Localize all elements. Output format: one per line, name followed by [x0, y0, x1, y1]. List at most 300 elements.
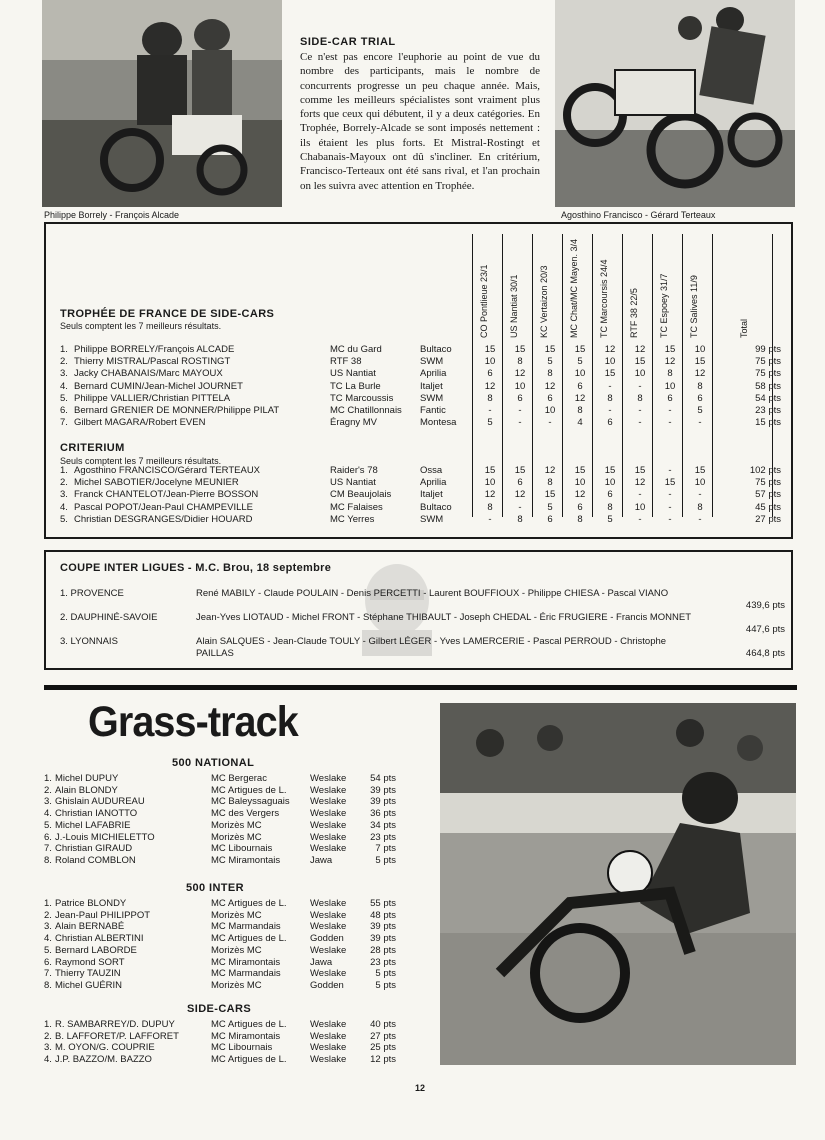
- row-score: 12: [634, 344, 646, 355]
- criterium-subtitle: Seuls comptent les 7 meilleurs résultats.: [60, 456, 222, 466]
- row-points: 39 pts: [370, 921, 396, 933]
- column-header-label: TC Marcoursis 24/4: [599, 259, 609, 338]
- result-row: [60, 417, 785, 429]
- row-score: 5: [577, 356, 583, 368]
- coupe-points: 439,6 pts: [745, 600, 785, 611]
- row-club: Morizès MC: [211, 819, 262, 831]
- photo-sidecar-trial-borrely: [42, 0, 282, 207]
- grasstrack-row: [44, 910, 404, 922]
- coupe-title: COUPE INTER LIGUES - M.C. Brou, 18 septembre: [60, 562, 332, 574]
- row-score: 12: [514, 489, 526, 501]
- grasstrack-row: [44, 808, 404, 820]
- row-score: 8: [487, 392, 493, 404]
- row-position: 8.: [44, 854, 52, 866]
- row-score: 15: [514, 465, 526, 476]
- row-bike: Montesa: [420, 417, 457, 429]
- row-score: 12: [664, 356, 676, 368]
- coupe-riders: René MABILY - Claude POULAIN - Denis PERCETTI - Laurent BOUFFIOUX - Philippe CHIESA - Pascal VIANO: [196, 588, 669, 599]
- row-position: 3.: [44, 1042, 52, 1054]
- row-score: 5: [547, 356, 553, 368]
- trophee-title: TROPHÉE DE FRANCE DE SIDE-CARS: [60, 308, 275, 320]
- row-name: J.-Louis MICHIELETTO: [55, 831, 155, 843]
- row-score: 6: [487, 368, 493, 380]
- row-score: 10: [574, 368, 586, 380]
- row-total: 57 pts: [755, 489, 781, 501]
- row-points: 5 pts: [375, 979, 396, 991]
- row-points: 12 pts: [370, 1054, 396, 1066]
- grasstrack-row: [44, 785, 404, 797]
- row-position: 2.: [44, 784, 52, 796]
- row-bike: Weslake: [310, 819, 347, 831]
- row-score: 12: [484, 380, 496, 392]
- grasstrack-row: [44, 968, 404, 980]
- row-score: 8: [577, 513, 583, 525]
- grasstrack-row: [44, 1042, 404, 1054]
- row-bike: Fantic: [420, 405, 446, 416]
- row-score: 12: [694, 368, 706, 380]
- row-score: 12: [574, 489, 586, 501]
- row-score: 8: [637, 392, 643, 404]
- row-club: MC Artigues de L.: [211, 784, 287, 796]
- result-row: [60, 465, 785, 477]
- row-bike: Weslake: [310, 784, 347, 796]
- row-bike: Jawa: [310, 956, 333, 968]
- row-points: 40 pts: [370, 1019, 396, 1030]
- row-score: 10: [604, 356, 616, 368]
- row-bike: SWM: [420, 392, 444, 404]
- row-crew: Gilbert MAGARA/Robert EVEN: [74, 417, 206, 429]
- row-club: MC Artigues de L.: [211, 898, 287, 909]
- row-bike: Aprilia: [420, 368, 447, 380]
- row-bike: Bultaco: [420, 344, 452, 355]
- row-score: 8: [547, 477, 553, 489]
- row-name: Thierry TAUZIN: [55, 968, 121, 980]
- row-points: 36 pts: [370, 808, 396, 820]
- row-name: J.P. BAZZO/M. BAZZO: [55, 1054, 152, 1066]
- row-bike: Weslake: [310, 843, 347, 855]
- row-score: -: [518, 417, 522, 429]
- row-club: MC Marmandais: [211, 968, 281, 980]
- row-total: 23 pts: [755, 405, 781, 416]
- row-position: 6.: [60, 405, 68, 416]
- row-score: 10: [664, 380, 676, 392]
- row-name: M. OYON/G. COUPRIE: [55, 1042, 155, 1054]
- grasstrack-row: [44, 855, 404, 867]
- row-bike: Ossa: [420, 465, 443, 476]
- row-position: 7.: [44, 968, 52, 980]
- row-club: MC des Vergers: [211, 808, 280, 820]
- row-score: 8: [547, 368, 553, 380]
- row-position: 3.: [44, 921, 52, 933]
- row-crew: Jacky CHABANAIS/Marc MAYOUX: [74, 368, 223, 380]
- row-crew: Philippe BORRELY/François ALCADE: [74, 344, 235, 355]
- row-bike: Jawa: [310, 854, 333, 866]
- photo-illustration: [555, 0, 795, 207]
- row-name: Bernard LABORDE: [55, 944, 137, 956]
- row-score: 6: [667, 392, 673, 404]
- row-bike: Godden: [310, 979, 344, 991]
- row-total: 45 pts: [755, 501, 781, 513]
- row-score: -: [668, 465, 672, 476]
- row-score: -: [638, 380, 642, 392]
- row-score: -: [638, 417, 642, 429]
- coupe-points: 464,8 pts: [745, 648, 785, 659]
- row-score: 8: [487, 501, 493, 513]
- row-club: MC du Gard: [330, 344, 382, 355]
- grasstrack-row: [44, 945, 404, 957]
- row-score: 15: [634, 465, 646, 476]
- row-score: -: [518, 405, 522, 416]
- grasstrack-row: [44, 773, 404, 785]
- row-score: 10: [694, 344, 706, 355]
- row-score: 8: [667, 368, 673, 380]
- row-score: 8: [697, 501, 703, 513]
- row-score: 10: [634, 501, 646, 513]
- row-club: Morizès MC: [211, 979, 262, 991]
- row-score: -: [488, 405, 492, 416]
- grasstrack-row: [44, 820, 404, 832]
- row-points: 55 pts: [370, 898, 396, 909]
- row-position: 1.: [60, 344, 68, 355]
- result-row: [60, 356, 785, 368]
- column-header-label: MC Chat/MC Mayen. 3/4: [569, 238, 579, 338]
- coupe-points: 447,6 pts: [745, 624, 785, 635]
- column-header-label: TC Espoey 31/7: [659, 273, 669, 338]
- column-header: [566, 230, 586, 338]
- photo-illustration: [42, 0, 282, 207]
- row-name: Michel DUPUY: [55, 773, 119, 784]
- row-score: 6: [697, 392, 703, 404]
- row-bike: Weslake: [310, 921, 347, 933]
- result-row: [60, 477, 785, 489]
- photo-illustration: [440, 703, 796, 1065]
- row-score: -: [638, 489, 642, 501]
- row-score: 6: [607, 417, 613, 429]
- row-position: 4.: [60, 501, 68, 513]
- row-total: 75 pts: [755, 356, 781, 368]
- row-score: 6: [547, 513, 553, 525]
- row-bike: Bultaco: [420, 501, 452, 513]
- row-points: 25 pts: [370, 1042, 396, 1054]
- row-score: -: [638, 513, 642, 525]
- coupe-inter-ligues-box: [44, 550, 793, 670]
- row-name: R. SAMBARREY/D. DUPUY: [55, 1019, 175, 1030]
- row-bike: Weslake: [310, 796, 347, 808]
- row-club: MC Artigues de L.: [211, 1019, 287, 1030]
- row-score: 5: [607, 513, 613, 525]
- row-score: -: [638, 405, 642, 416]
- row-position: 3.: [60, 489, 68, 501]
- row-score: -: [488, 513, 492, 525]
- column-header-label: TC Salives 11/9: [689, 275, 699, 338]
- left-photo-caption: Philippe Borrely - François Alcade: [44, 210, 180, 220]
- row-score: 8: [517, 513, 523, 525]
- row-crew: Philippe VALLIER/Christian PITTELA: [74, 392, 231, 404]
- row-points: 5 pts: [375, 968, 396, 980]
- row-position: 2.: [44, 1030, 52, 1042]
- result-row: [60, 393, 785, 405]
- row-score: -: [698, 417, 702, 429]
- grasstrack-row: [44, 921, 404, 933]
- row-club: US Nantiat: [330, 477, 376, 489]
- row-club: MC Yerres: [330, 513, 375, 525]
- row-position: 7.: [44, 843, 52, 855]
- row-score: 12: [514, 368, 526, 380]
- row-score: -: [608, 380, 612, 392]
- row-club: MC Libournais: [211, 843, 273, 855]
- row-name: Jean-Paul PHILIPPOT: [55, 909, 151, 921]
- row-score: 12: [634, 477, 646, 489]
- column-header: [686, 230, 706, 338]
- row-club: CM Beaujolais: [330, 489, 392, 501]
- row-position: 8.: [44, 979, 52, 991]
- coupe-team: 3. LYONNAIS: [60, 636, 118, 647]
- row-total: 54 pts: [755, 392, 781, 404]
- row-bike: Godden: [310, 933, 344, 945]
- row-score: 8: [607, 392, 613, 404]
- page-number: 12: [415, 1083, 426, 1093]
- row-score: -: [698, 513, 702, 525]
- row-position: 1.: [44, 1019, 52, 1030]
- row-points: 39 pts: [370, 933, 396, 945]
- row-bike: Weslake: [310, 1042, 347, 1054]
- row-score: 8: [517, 356, 523, 368]
- row-name: B. LAFFORET/P. LAFFORET: [55, 1030, 179, 1042]
- row-score: 5: [547, 501, 553, 513]
- row-name: Roland COMBLON: [55, 854, 136, 866]
- grasstrack-row: [44, 980, 404, 992]
- row-club: Morizès MC: [211, 909, 262, 921]
- row-score: 15: [514, 344, 526, 355]
- row-points: 34 pts: [370, 819, 396, 831]
- row-points: 27 pts: [370, 1030, 396, 1042]
- row-crew: Franck CHANTELOT/Jean-Pierre BOSSON: [74, 489, 259, 501]
- row-name: Michel GUÉRIN: [55, 979, 123, 991]
- row-position: 2.: [44, 909, 52, 921]
- row-club: RTF 38: [330, 356, 362, 368]
- row-score: 15: [544, 489, 556, 501]
- grasstrack-section-heading: SIDE-CARS: [187, 1003, 252, 1015]
- row-score: 15: [544, 344, 556, 355]
- row-position: 3.: [60, 368, 68, 380]
- column-header: [596, 230, 616, 338]
- row-score: 10: [484, 356, 496, 368]
- row-score: 15: [484, 344, 496, 355]
- row-score: 6: [577, 380, 583, 392]
- row-position: 1.: [60, 465, 68, 476]
- column-header: [476, 230, 496, 338]
- row-position: 6.: [44, 956, 52, 968]
- row-bike: SWM: [420, 513, 444, 525]
- row-points: 23 pts: [370, 956, 396, 968]
- row-points: 7 pts: [375, 843, 396, 855]
- grasstrack-row: [44, 1031, 404, 1043]
- grasstrack-row: [44, 898, 404, 910]
- row-club: TC La Burle: [330, 380, 381, 392]
- row-club: Morizès MC: [211, 831, 262, 843]
- row-name: Alain BLONDY: [55, 784, 118, 796]
- row-score: -: [668, 513, 672, 525]
- row-name: Christian ALBERTINI: [55, 933, 144, 945]
- trophee-subtitle: Seuls comptent les 7 meilleurs résultats.: [60, 321, 222, 331]
- row-club: TC Marcoussis: [330, 392, 394, 404]
- row-position: 5.: [44, 819, 52, 831]
- result-row: [60, 489, 785, 501]
- row-bike: SWM: [420, 356, 444, 368]
- row-position: 6.: [44, 831, 52, 843]
- row-crew: Thierry MISTRAL/Pascal ROSTINGT: [74, 356, 231, 368]
- row-position: 7.: [60, 417, 68, 429]
- row-score: -: [668, 405, 672, 416]
- row-name: Christian IANOTTO: [55, 808, 138, 820]
- row-crew: Christian DESGRANGES/Didier HOUARD: [74, 513, 253, 525]
- column-header-label: KC Vertaizon 20/3: [539, 265, 549, 338]
- row-score: 6: [607, 489, 613, 501]
- coupe-riders: Alain SALQUES - Jean-Claude TOULY - Gilbert LÉGER - Yves LAMERCERIE - Pascal PERROUD - Christophe PAILLAS: [196, 636, 667, 659]
- result-row: [60, 514, 785, 526]
- row-club: MC Chatillonnais: [330, 405, 402, 416]
- row-club: Morizès MC: [211, 944, 262, 956]
- grasstrack-section-heading: 500 INTER: [186, 882, 245, 894]
- criterium-title: CRITERIUM: [60, 442, 125, 454]
- row-crew: Bernard CUMIN/Jean-Michel JOURNET: [74, 380, 243, 392]
- coupe-team: 2. DAUPHINÉ-SAVOIE: [60, 612, 158, 623]
- row-club: MC Miramontais: [211, 956, 281, 968]
- row-score: 15: [604, 465, 616, 476]
- row-total: 58 pts: [755, 380, 781, 392]
- row-score: 12: [544, 465, 556, 476]
- row-score: -: [608, 405, 612, 416]
- row-club: MC Libournais: [211, 1042, 273, 1054]
- row-score: 8: [697, 380, 703, 392]
- row-club: US Nantiat: [330, 368, 376, 380]
- grasstrack-row: [44, 796, 404, 808]
- row-position: 5.: [60, 513, 68, 525]
- row-name: Raymond SORT: [55, 956, 125, 968]
- row-club: MC Miramontais: [211, 1030, 281, 1042]
- row-score: 6: [517, 392, 523, 404]
- column-header-label: Total: [739, 318, 749, 338]
- row-position: 4.: [44, 808, 52, 820]
- row-score: 10: [634, 368, 646, 380]
- row-crew: Bernard GRENIER DE MONNER/Philippe PILAT: [74, 405, 280, 416]
- coupe-team: 1. PROVENCE: [60, 588, 124, 599]
- row-score: 15: [574, 344, 586, 355]
- row-position: 4.: [60, 380, 68, 392]
- row-club: Éragny MV: [330, 417, 377, 429]
- result-row: [60, 381, 785, 393]
- column-header-label: US Nantiat 30/1: [509, 274, 519, 338]
- row-score: -: [548, 417, 552, 429]
- row-position: 5.: [44, 944, 52, 956]
- article-heading: SIDE-CAR TRIAL: [300, 36, 396, 48]
- grasstrack-section-heading: 500 NATIONAL: [172, 757, 255, 769]
- grasstrack-row: [44, 957, 404, 969]
- row-points: 23 pts: [370, 831, 396, 843]
- row-club: MC Miramontais: [211, 854, 281, 866]
- row-position: 4.: [44, 933, 52, 945]
- row-club: MC Falaises: [330, 501, 383, 513]
- row-score: 6: [577, 501, 583, 513]
- row-crew: Agosthino FRANCISCO/Gérard TERTEAUX: [74, 465, 261, 476]
- row-position: 3.: [44, 796, 52, 808]
- row-points: 48 pts: [370, 909, 396, 921]
- row-score: 15: [604, 368, 616, 380]
- row-total: 75 pts: [755, 368, 781, 380]
- result-row: [60, 344, 785, 356]
- row-score: -: [668, 489, 672, 501]
- column-header-label: RTF 38 22/5: [629, 288, 639, 338]
- row-score: 10: [604, 477, 616, 489]
- row-score: 10: [484, 477, 496, 489]
- row-score: 12: [574, 392, 586, 404]
- row-score: -: [668, 417, 672, 429]
- row-points: 5 pts: [375, 854, 396, 866]
- row-position: 2.: [60, 356, 68, 368]
- row-score: -: [518, 501, 522, 513]
- row-position: 1.: [44, 773, 52, 784]
- row-total: 15 pts: [755, 417, 781, 429]
- row-total: 102 pts: [749, 465, 781, 476]
- row-name: Alain BERNABÉ: [55, 921, 125, 933]
- row-score: 10: [574, 477, 586, 489]
- row-score: 6: [547, 392, 553, 404]
- row-bike: Weslake: [310, 898, 347, 909]
- grasstrack-row: [44, 933, 404, 945]
- column-header: [736, 230, 756, 338]
- row-position: 4.: [44, 1054, 52, 1066]
- row-bike: Weslake: [310, 968, 347, 980]
- row-bike: Aprilia: [420, 477, 447, 489]
- column-header: [656, 230, 676, 338]
- row-name: Christian GIRAUD: [55, 843, 133, 855]
- row-score: 12: [604, 344, 616, 355]
- column-header-label: CO Pontlieue 23/1: [479, 264, 489, 338]
- row-points: 39 pts: [370, 796, 396, 808]
- grasstrack-title: Grass-track: [88, 698, 298, 746]
- grasstrack-row: [44, 843, 404, 855]
- article-body: Ce n'est pas encore l'euphorie au point de vue du nombre des participants, mais le nombre de concurrents progresse un peu chaque année. Mais, comme les meilleurs spécialistes sont vraiment plus forts que ceux qui débutent, il y a deux catégories. En Trophée, Borrely-Alcade se sont imposés nettement : ils étaient les plus forts. Et Mistral-Rostingt et Chabanais-Mayoux ont dû s'incliner. En critérium, Francisco-Terteaux ont été sans rival, et l'an prochain on les suivra avec attention en Trophée.: [300, 51, 540, 192]
- row-name: Patrice BLONDY: [55, 898, 127, 909]
- row-club: MC Marmandais: [211, 921, 281, 933]
- row-score: 8: [607, 501, 613, 513]
- column-header: [536, 230, 556, 338]
- row-score: 15: [574, 465, 586, 476]
- row-bike: Weslake: [310, 1030, 347, 1042]
- row-bike: Weslake: [310, 1054, 347, 1066]
- row-score: 15: [634, 356, 646, 368]
- sidecar-trial-article: [300, 36, 540, 193]
- row-name: Michel LAFABRIE: [55, 819, 131, 831]
- row-name: Ghislain AUDUREAU: [55, 796, 145, 808]
- grasstrack-row: [44, 1054, 404, 1066]
- row-score: -: [668, 501, 672, 513]
- section-divider: [44, 685, 797, 690]
- row-score: 5: [697, 405, 703, 416]
- row-bike: Weslake: [310, 773, 347, 784]
- row-score: 12: [544, 380, 556, 392]
- result-row: [60, 368, 785, 380]
- row-bike: Weslake: [310, 1019, 347, 1030]
- row-score: -: [698, 489, 702, 501]
- row-points: 39 pts: [370, 784, 396, 796]
- sidecar-results-table: [44, 222, 793, 539]
- column-header: [506, 230, 526, 338]
- row-score: 10: [514, 380, 526, 392]
- row-bike: Weslake: [310, 831, 347, 843]
- row-bike: Italjet: [420, 380, 443, 392]
- row-position: 5.: [60, 392, 68, 404]
